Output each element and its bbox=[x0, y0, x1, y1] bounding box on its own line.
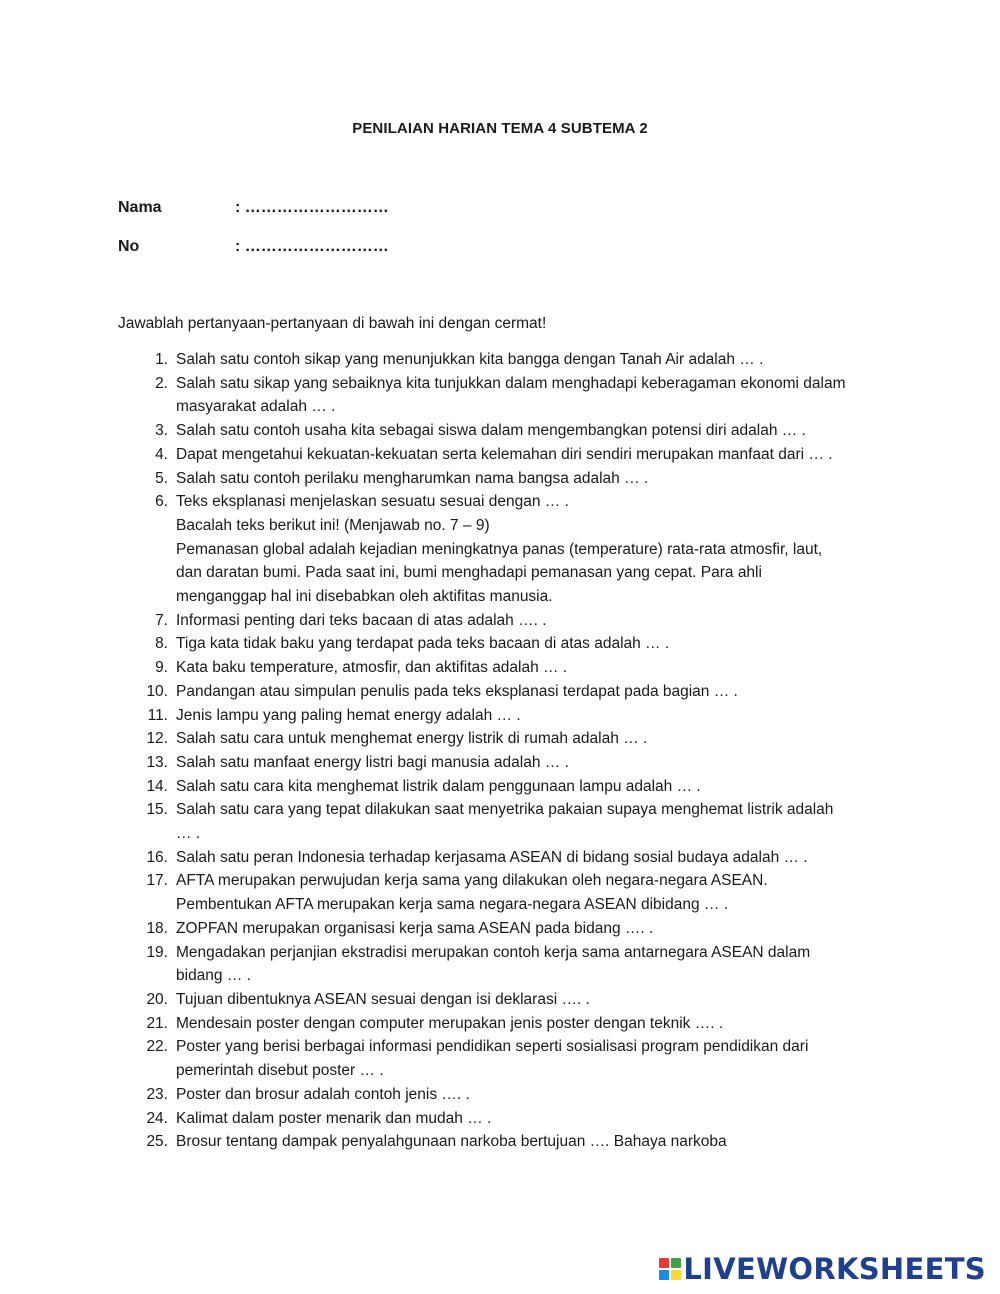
question-list bbox=[146, 348, 896, 1154]
question-number: 13. bbox=[146, 753, 168, 771]
question-text-line: Pandangan atau simpulan penulis pada teks eksplanasi terdapat pada bagian … . bbox=[176, 682, 738, 700]
question-text-line: Bacalah teks berikut ini! (Menjawab no. 7 – 9) bbox=[176, 516, 490, 534]
question-text-line: Jenis lampu yang paling hemat energy adalah … . bbox=[176, 706, 521, 724]
question-text-line: Mengadakan perjanjian ekstradisi merupakan contoh kerja sama antarnegara ASEAN dalam bbox=[176, 943, 811, 961]
question-number: 19. bbox=[146, 943, 168, 961]
question-text-line: Pembentukan AFTA merupakan kerja sama negara-negara ASEAN dibidang … . bbox=[176, 896, 728, 914]
question-item bbox=[146, 1035, 896, 1082]
number-field bbox=[118, 238, 389, 256]
question-item bbox=[155, 467, 896, 491]
question-text-line: Tiga kata tidak baku yang terdapat pada teks bacaan di atas adalah … . bbox=[176, 635, 670, 653]
question-text-line: Salah satu peran Indonesia terhadap kerjasama ASEAN di bidang sosial budaya adalah … . bbox=[176, 848, 808, 866]
question-item bbox=[155, 443, 896, 467]
question-item bbox=[146, 775, 896, 799]
question-text-line: Salah satu cara untuk menghemat energy listrik di rumah adalah … . bbox=[176, 730, 648, 748]
question-item bbox=[146, 1107, 896, 1131]
question-text-line: menganggap hal ini disebabkan oleh aktifitas manusia. bbox=[176, 588, 553, 606]
question-text-line: Salah satu contoh sikap yang menunjukkan kita bangga dengan Tanah Air adalah … . bbox=[176, 351, 764, 368]
question-item bbox=[147, 704, 896, 728]
question-number: 24. bbox=[146, 1109, 168, 1127]
question-item bbox=[146, 1012, 896, 1036]
logo-square-blue bbox=[659, 1270, 669, 1280]
question-text-line: dan daratan bumi. Pada saat ini, bumi menghadapi pemanasan yang cepat. Para ahli bbox=[176, 564, 762, 582]
question-text-line: Brosur tentang dampak penyalahgunaan narkoba bertujuan …. Bahaya narkoba bbox=[176, 1133, 727, 1151]
question-text-line: Kata baku temperature, atmosfir, dan aktifitas adalah … . bbox=[176, 659, 568, 677]
question-text-line: Dapat mengetahui kekuatan-kekuatan serta kelemahan diri sendiri merupakan manfaat dari … . bbox=[176, 445, 833, 463]
logo-text: LIVEWORKSHEETS bbox=[683, 1252, 986, 1286]
page-title: PENILAIAN HARIAN TEMA 4 SUBTEMA 2 bbox=[352, 120, 648, 137]
question-text-line: Poster dan brosur adalah contoh jenis …. . bbox=[176, 1085, 470, 1103]
question-item bbox=[146, 869, 896, 916]
question-number: 11. bbox=[147, 706, 168, 724]
question-item bbox=[146, 917, 896, 941]
question-item bbox=[155, 609, 896, 633]
question-item bbox=[146, 1130, 896, 1154]
question-number: 21. bbox=[146, 1014, 168, 1032]
question-text-line: pemerintah disebut poster … . bbox=[176, 1062, 384, 1080]
question-number: 6. bbox=[155, 493, 168, 511]
logo-mark-icon bbox=[659, 1258, 681, 1280]
question-number: 14. bbox=[146, 777, 168, 795]
question-number: 9. bbox=[155, 659, 168, 677]
question-item bbox=[146, 941, 896, 988]
question-text-line: Tujuan dibentuknya ASEAN sesuai dengan isi deklarasi …. . bbox=[176, 990, 590, 1008]
logo-square-red bbox=[659, 1258, 669, 1268]
question-text-line: … . bbox=[176, 825, 201, 843]
question-number: 17. bbox=[146, 872, 168, 890]
question-item bbox=[146, 751, 896, 775]
logo-square-yellow bbox=[671, 1270, 681, 1280]
question-number: 12. bbox=[146, 730, 168, 748]
question-text-line: Pemanasan global adalah kejadian meningkatnya panas (temperature) rata-rata atmosfir, laut, bbox=[176, 540, 823, 558]
question-item bbox=[155, 372, 896, 419]
question-text-line: Mendesain poster dengan computer merupakan jenis poster dengan teknik …. . bbox=[176, 1014, 724, 1032]
question-text-line: Salah satu sikap yang sebaiknya kita tunjukkan dalam menghadapi keberagaman ekonomi dalam bbox=[176, 374, 846, 392]
question-number: 2. bbox=[155, 374, 168, 392]
question-text-line: Poster yang berisi berbagai informasi pendidikan seperti sosialisasi program pendidikan dari bbox=[176, 1038, 809, 1056]
name-value[interactable]: : ……………………… bbox=[235, 199, 389, 216]
question-item bbox=[155, 348, 896, 372]
question-text-line: ZOPFAN merupakan organisasi kerja sama ASEAN pada bidang …. . bbox=[176, 919, 654, 937]
question-item bbox=[155, 656, 896, 680]
question-number: 7. bbox=[155, 611, 168, 629]
liveworksheets-logo bbox=[659, 1253, 986, 1285]
question-number: 22. bbox=[146, 1038, 168, 1056]
question-text-line: Salah satu cara yang tepat dilakukan saat menyetrika pakaian supaya menghemat listrik adalah bbox=[176, 801, 834, 819]
name-field bbox=[118, 199, 389, 217]
question-text-line: Salah satu contoh perilaku mengharumkan nama bangsa adalah … . bbox=[176, 469, 649, 487]
question-number: 1. bbox=[155, 351, 168, 368]
question-number: 8. bbox=[155, 635, 168, 653]
question-text-line: Salah satu cara kita menghemat listrik dalam penggunaan lampu adalah … . bbox=[176, 777, 701, 795]
question-text-line: Salah satu manfaat energy listri bagi manusia adalah … . bbox=[176, 753, 569, 771]
question-number: 23. bbox=[146, 1085, 168, 1103]
question-text-line: bidang … . bbox=[176, 967, 251, 985]
question-number: 20. bbox=[146, 990, 168, 1008]
number-label: No bbox=[118, 238, 140, 255]
question-number: 4. bbox=[155, 445, 168, 463]
question-item bbox=[155, 490, 896, 609]
logo-square-green bbox=[671, 1258, 681, 1268]
question-item bbox=[146, 680, 896, 704]
question-number: 10. bbox=[146, 682, 168, 700]
question-text-line: AFTA merupakan perwujudan kerja sama yang dilakukan oleh negara-negara ASEAN. bbox=[176, 872, 768, 890]
instruction-text: Jawablah pertanyaan-pertanyaan di bawah ini dengan cermat! bbox=[118, 315, 547, 332]
question-text-line: Teks eksplanasi menjelaskan sesuatu sesuai dengan … . bbox=[176, 493, 569, 511]
question-text-line: Kalimat dalam poster menarik dan mudah … . bbox=[176, 1109, 492, 1127]
question-text-line: masyarakat adalah … . bbox=[176, 398, 336, 416]
question-item bbox=[146, 727, 896, 751]
question-item bbox=[146, 988, 896, 1012]
question-number: 5. bbox=[155, 469, 168, 487]
question-item bbox=[146, 798, 896, 845]
question-item bbox=[155, 419, 896, 443]
question-text-line: Informasi penting dari teks bacaan di atas adalah …. . bbox=[176, 611, 547, 629]
name-label: Nama bbox=[118, 199, 162, 216]
question-item bbox=[155, 632, 896, 656]
question-number: 15. bbox=[146, 801, 168, 819]
question-number: 3. bbox=[155, 422, 168, 440]
number-value[interactable]: : ……………………… bbox=[235, 238, 389, 255]
question-number: 18. bbox=[146, 919, 168, 937]
question-text-line: Salah satu contoh usaha kita sebagai siswa dalam mengembangkan potensi diri adalah … . bbox=[176, 422, 806, 440]
question-number: 16. bbox=[146, 848, 168, 866]
question-item bbox=[146, 1083, 896, 1107]
question-item bbox=[146, 846, 896, 870]
question-number: 25. bbox=[146, 1133, 168, 1151]
